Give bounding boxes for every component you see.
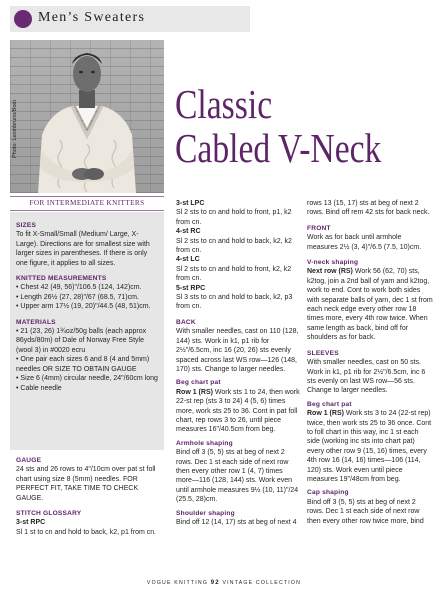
model-photo <box>10 40 164 193</box>
material-item: • One pair each sizes 6 and 8 (4 and 5mm) needles OR SIZE TO OBTAIN GAUGE <box>16 356 150 373</box>
gauge-heading: GAUGE <box>16 457 42 464</box>
sizes-heading: SIZES <box>16 222 37 229</box>
skill-level-banner: FOR INTERMEDIATE KNITTERS <box>10 196 164 211</box>
glossary-text: Sl 1 st to cn and hold to back, k2, p1 from cn. <box>16 528 157 536</box>
materials-heading: MATERIALS <box>16 318 56 326</box>
cap-heading: Cap shaping <box>307 489 349 497</box>
sleeve-row1-text: Work sts 3 to 24 (22-st rep) twice, then work sts 25 to 36 once. Cont to foll chart in this way, inc 1 st each side (working inc sts into chart pat) every other row 9 (15, 16) times, every 4th row 16 (14, 16) times—106 (114, 120) sts. Work even until piece measures 19"/48cm from beg. <box>307 410 432 483</box>
rc-text: Sl 2 sts to cn and hold to back, k2, k2 from cn. <box>176 237 292 255</box>
material-item: • Cable needle <box>16 384 62 392</box>
rpc5-text: Sl 3 sts to cn and hold to back, k2, p3 from cn. <box>176 294 293 311</box>
shoulder-continued-text: rows 13 (15, 17) sts at beg of next 2 rows. Bind off rem 42 sts for back neck. <box>307 200 430 217</box>
lc-text: Sl 2 sts to cn and hold to front, k2, k2 from cn. <box>176 265 292 283</box>
page-footer <box>0 580 448 586</box>
sleeve-row1-paragraph <box>307 409 433 484</box>
section-title: Men’s Sweaters <box>38 10 146 25</box>
rpc5-heading: 5-st RPC <box>176 284 206 292</box>
vneck-text: Work 56 (62, 70) sts, k2tog, join a 2nd ball of yarn and k2tog, work to end. Cont to work both sides with separate balls of yarn, dec 1 st from each neck edge every other row 18 times more, every 4th row twice. When same length as back, bind off for shoulders as for back. <box>307 268 433 342</box>
sizes-text: To fit X-Small/Small (Medium/ Large, X-Large). Directions are for smallest size with larger sizes in parentheses. If there is only one figure, it applies to all sizes. <box>16 231 150 267</box>
sleeves-heading: SLEEVES <box>307 349 339 357</box>
shoulder-heading: Shoulder shaping <box>176 509 235 517</box>
footer-collection: VINTAGE COLLECTION <box>222 580 302 586</box>
row1-label: Row 1 (RS) <box>176 388 213 396</box>
armhole-heading: Armhole shaping <box>176 439 233 447</box>
vneck-label: Next row (RS) <box>307 268 353 276</box>
front-text: Work as for back until armhole measures 2½ (3, 4)"/6.5 (7.5, 10)cm. <box>307 234 422 251</box>
sleeve-row1-label: Row 1 (RS) <box>307 410 344 418</box>
title-line-1: Classic <box>175 81 273 127</box>
sleeve-chart-heading: Beg chart pat <box>307 400 352 408</box>
row1-text: Work sts 1 to 24, then work 22-st rep (sts 3 to 24) 4 (5, 6) times more, work sts 25 to 36. Cont in pat foll chart, rep rows 3 to 26, until piece measures 16"/40.5cm from beg. <box>176 388 300 434</box>
column-1-lower <box>16 456 166 537</box>
rc-heading: 4-st RC <box>176 228 201 236</box>
glossary-heading: STITCH GLOSSARY <box>16 510 82 518</box>
back-heading: BACK <box>176 318 196 326</box>
material-item: • 21 (23, 26) 1¾oz/50g balls (each approx 86yds/80m) of Dale of Norway Free Style (wool 3) in #0020 ecru <box>16 328 147 354</box>
lpc-text: Sl 2 sts to cn and hold to front, p1, k2 from cn. <box>176 209 292 226</box>
sleeves-text: With smaller needles, cast on 50 sts. Work in k1, p1 rib for 2½"/6.5cm, inc 6 sts evenly on last WS row—56 sts. Change to larger needles. <box>307 359 426 395</box>
chart-heading: Beg chart pat <box>176 379 221 387</box>
column-2 <box>176 199 300 527</box>
measurement-item: • Length 26½ (27, 28)"/67 (68.5, 71)cm. <box>16 293 139 301</box>
pattern-title <box>175 82 381 170</box>
footer-magazine: VOGUE KNITTING <box>146 580 209 586</box>
row1-paragraph <box>176 388 300 435</box>
lpc-heading: 3-st LPC <box>176 200 205 207</box>
column-3 <box>307 199 433 526</box>
column-1-box-content <box>16 221 160 393</box>
photo-credit: Photo: Leombruno/Bodi <box>12 100 18 158</box>
vneck-heading: V-neck shaping <box>307 259 359 267</box>
measurement-item: • Chest 42 (49, 56)"/106.5 (124, 142)cm. <box>16 284 142 292</box>
page-number: 92 <box>210 580 220 586</box>
armhole-text: Bind off 3 (5, 5) sts at beg of next 2 rows. Dec 1 st each side of next row then every other row 1 (4, 7) times more—116 (128, 144) sts. Work even until armhole measures 9½ (10, 11)"/24 (25.5, 28)cm. <box>176 449 299 504</box>
cap-text: Bind off 3 (5, 5) sts at beg of next 2 rows. Dec 1 st each side of next row then every other row twice more, bind <box>307 498 424 525</box>
front-heading: FRONT <box>307 224 331 232</box>
title-line-2: Cabled V-Neck <box>175 125 382 171</box>
man-in-sweater-image <box>10 40 164 193</box>
glossary-subheading: 3-st RPC <box>16 519 46 527</box>
bullet-dot-icon <box>14 10 32 28</box>
shoulder-text: Bind off 12 (14, 17) sts at beg of next 4 <box>176 519 297 526</box>
back-text: With smaller needles, cast on 110 (128, 144) sts. Work in k1, p1 rib for 2½"/6.5cm, inc 16 (20, 26) sts evenly spaced across last WS row—126 (148, 170) sts. Change to larger needles. <box>176 328 299 373</box>
lc-heading: 4-st LC <box>176 256 200 264</box>
vneck-paragraph <box>307 267 433 342</box>
gauge-text: 24 sts and 26 rows to 4"/10cm over pat st foll chart using size 8 (5mm) needles. FOR PERFECT FIT, TAKE TIME TO CHECK GAUGE. <box>16 466 156 502</box>
measurement-item: • Upper arm 17½ (19, 20)"/44.5 (48, 51)cm. <box>16 303 151 311</box>
material-item: • Size 6 (4mm) circular needle, 24"/60cm long <box>16 375 158 383</box>
measurements-heading: KNITTED MEASUREMENTS <box>16 275 107 283</box>
